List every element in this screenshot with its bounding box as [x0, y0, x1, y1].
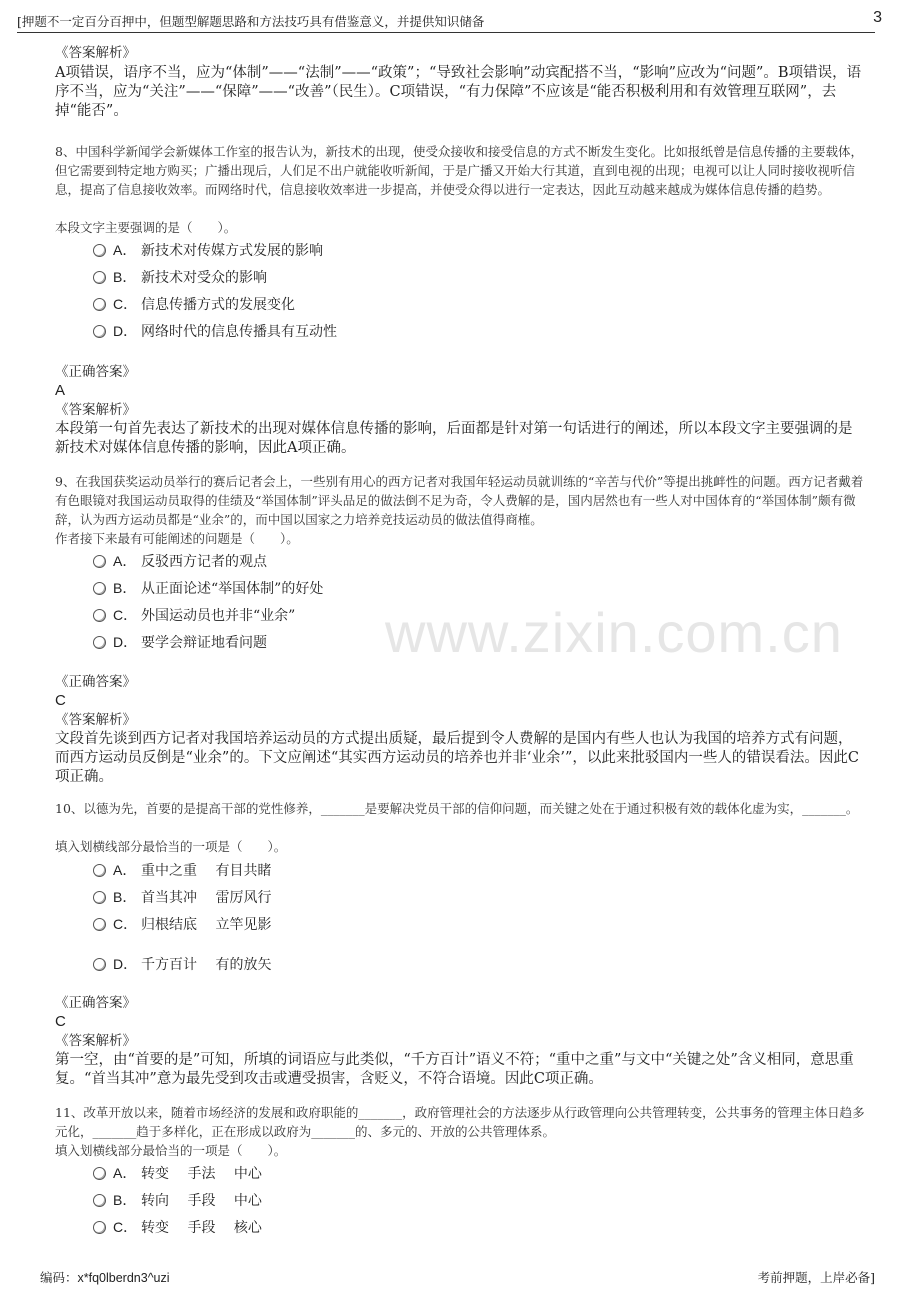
option-text: 转向 手段 中心	[141, 1193, 262, 1209]
radio-icon[interactable]	[93, 864, 106, 877]
question-11-option-b[interactable]	[93, 1190, 262, 1210]
answer-label: 《正确答案》	[55, 995, 136, 1011]
option-letter: C．	[113, 296, 138, 312]
analysis-label: 《答案解析》	[55, 712, 136, 728]
option-letter: D．	[113, 634, 138, 650]
analysis-text: 第一空，由“首要的是”可知，所填的词语应与此类似，“千方百计”语义不符；“重中之重”与文中“关键之处”含义相同，意思重复。“首当其冲”意为最先受到攻击或遭受损害，含贬义，不符合语境。因此C项正确。	[55, 1052, 854, 1087]
question-10-option-d[interactable]	[93, 954, 271, 974]
analysis-text: A项错误，语序不当，应为“体制”——“法制”——“政策”；“导致社会影响”动宾配搭不当，“影响”应改为“问题”。B项错误，语序不当，应为“关注”——“保障”——“改善”（民生）。C项错误，“有力保障”不应该是“能否积极利用和有效管理互联网”，去掉“能否”。	[55, 65, 862, 119]
question-8-prompt: 本段文字主要强调的是（ ）。	[55, 220, 237, 235]
question-10-prompt: 填入划横线部分最恰当的一项是（ ）。	[55, 839, 287, 854]
radio-icon[interactable]	[93, 555, 106, 568]
option-text: 新技术对受众的影响	[141, 270, 267, 286]
page-header	[17, 9, 882, 33]
option-text: 转变 手法 中心	[141, 1166, 262, 1182]
question-9-option-b[interactable]	[93, 578, 323, 598]
radio-icon[interactable]	[93, 1167, 106, 1180]
radio-icon[interactable]	[93, 891, 106, 904]
question-9-prompt: 作者接下来最有可能阐述的问题是（ ）。	[55, 531, 299, 546]
radio-icon[interactable]	[93, 636, 106, 649]
question-8-option-b[interactable]	[93, 267, 267, 287]
option-letter: A．	[113, 242, 137, 258]
analysis-text: 文段首先谈到西方记者对我国培养运动员的方式提出质疑，最后提到令人费解的是国内有些人也认为我国的培养方式有问题，而西方运动员反倒是“业余”的。下文应阐述“其实西方运动员的培养也并非‘业余’”，以此来批驳国内一些人的错误看法。因此C项正确。	[55, 731, 859, 785]
question-8-option-a[interactable]	[93, 240, 323, 260]
answer-value: C	[55, 1013, 66, 1030]
footer-code: 编码：x*fq0lberdn3^uzi	[40, 1271, 170, 1285]
option-letter: A．	[113, 862, 137, 878]
option-text: 要学会辩证地看问题	[141, 635, 267, 651]
radio-icon[interactable]	[93, 271, 106, 284]
radio-icon[interactable]	[93, 244, 106, 257]
option-text: 信息传播方式的发展变化	[141, 297, 295, 313]
radio-icon[interactable]	[93, 1194, 106, 1207]
option-letter: C．	[113, 607, 138, 623]
radio-icon[interactable]	[93, 298, 106, 311]
footer-slogan: 考前押题，上岸必备]	[757, 1270, 875, 1285]
option-text: 转变 手段 核心	[141, 1220, 262, 1236]
option-text: 新技术对传媒方式发展的影响	[141, 243, 323, 259]
option-letter: B．	[113, 580, 137, 596]
question-11-stem: 11、改革开放以来，随着市场经济的发展和政府职能的_______，政府管理社会的方法逐步从行政管理向公共管理转变，公共事务的管理主体日趋多元化，_______趋于多样化，正在形成以政府为_______的、多元的、开放的公共管理体系。	[55, 1105, 865, 1139]
answer-label: 《正确答案》	[55, 364, 136, 380]
option-letter: D．	[113, 956, 138, 972]
option-text: 重中之重 有目共睹	[141, 863, 272, 879]
radio-icon[interactable]	[93, 918, 106, 931]
question-11-option-c[interactable]	[93, 1217, 262, 1237]
question-9-option-d[interactable]	[93, 632, 267, 652]
question-10-stem: 10、以德为先，首要的是提高干部的党性修养，_______是要解决党员干部的信仰问题，而关键之处在于通过积极有效的载体化虚为实，_______。	[55, 801, 859, 816]
radio-icon[interactable]	[93, 1221, 106, 1234]
radio-icon[interactable]	[93, 609, 106, 622]
option-letter: A．	[113, 553, 137, 569]
analysis-label: 《答案解析》	[55, 45, 136, 61]
option-letter: B．	[113, 1192, 137, 1208]
analysis-text: 本段第一句首先表达了新技术的出现对媒体信息传播的影响，后面都是针对第一句话进行的阐述，所以本段文字主要强调的是新技术对媒体信息传播的影响，因此A项正确。	[55, 421, 853, 456]
question-9-stem: 9、在我国获奖运动员举行的赛后记者会上，一些别有用心的西方记者对我国年轻运动员就训练的“辛苦与代价”等提出挑衅性的问题。西方记者戴着有色眼镜对我国运动员取得的佳绩及“举国体制”评头品足的做法倒不足为奇，令人费解的是，国内居然也有一些人对中国体育的“举国体制”颇有微辞，认为西方运动员都是“业余”的，而中国以国家之力培养竞技运动员的做法值得商榷。	[55, 474, 864, 527]
header-text: [押题不一定百分百押中，但题型解题思路和方法技巧具有借鉴意义，并提供知识储备	[17, 14, 485, 29]
option-letter: A．	[113, 1165, 137, 1181]
watermark: www.zixin.com.cn	[385, 601, 843, 664]
option-text: 反驳西方记者的观点	[141, 554, 267, 570]
option-text: 千方百计 有的放矢	[141, 957, 272, 973]
option-text: 首当其冲 雷厉风行	[141, 890, 272, 906]
radio-icon[interactable]	[93, 582, 106, 595]
question-9-option-a[interactable]	[93, 551, 267, 571]
option-letter: B．	[113, 269, 137, 285]
option-text: 网络时代的信息传播具有互动性	[141, 324, 337, 340]
question-10-option-b[interactable]	[93, 887, 271, 907]
option-letter: B．	[113, 889, 137, 905]
analysis-label: 《答案解析》	[55, 402, 136, 418]
page-number: 3	[873, 9, 882, 26]
question-8-option-c[interactable]	[93, 294, 295, 314]
option-text: 外国运动员也并非“业余”	[141, 608, 296, 624]
question-8-stem: 8、中国科学新闻学会新媒体工作室的报告认为，新技术的出现，使受众接收和接受信息的方式不断发生变化。比如报纸曾是信息传播的主要载体，但它需要到特定地方购买；广播出现后，人们足不出户就能收听新闻，于是广播又开始大行其道，直到电视的出现；电视可以让人同时接收视听信息，提高了信息接收效率。而网络时代，信息接收效率进一步提高，并使受众得以进行一定表达，因此互动越来越成为媒体信息传播的趋势。	[55, 144, 863, 197]
radio-icon[interactable]	[93, 958, 106, 971]
option-text: 归根结底 立竿见影	[141, 917, 272, 933]
question-10-option-a[interactable]	[93, 860, 271, 880]
option-letter: C．	[113, 1219, 138, 1235]
answer-label: 《正确答案》	[55, 674, 136, 690]
question-11-prompt: 填入划横线部分最恰当的一项是（ ）。	[55, 1143, 287, 1158]
option-letter: C．	[113, 916, 138, 932]
question-9-option-c[interactable]	[93, 605, 295, 625]
answer-value: C	[55, 692, 66, 709]
question-10-option-c[interactable]	[93, 914, 271, 934]
option-letter: D．	[113, 323, 138, 339]
analysis-label: 《答案解析》	[55, 1033, 136, 1049]
question-11-option-a[interactable]	[93, 1163, 262, 1183]
radio-icon[interactable]	[93, 325, 106, 338]
question-8-option-d[interactable]	[93, 321, 337, 341]
option-text: 从正面论述“举国体制”的好处	[141, 581, 324, 597]
answer-value: A	[55, 382, 66, 399]
